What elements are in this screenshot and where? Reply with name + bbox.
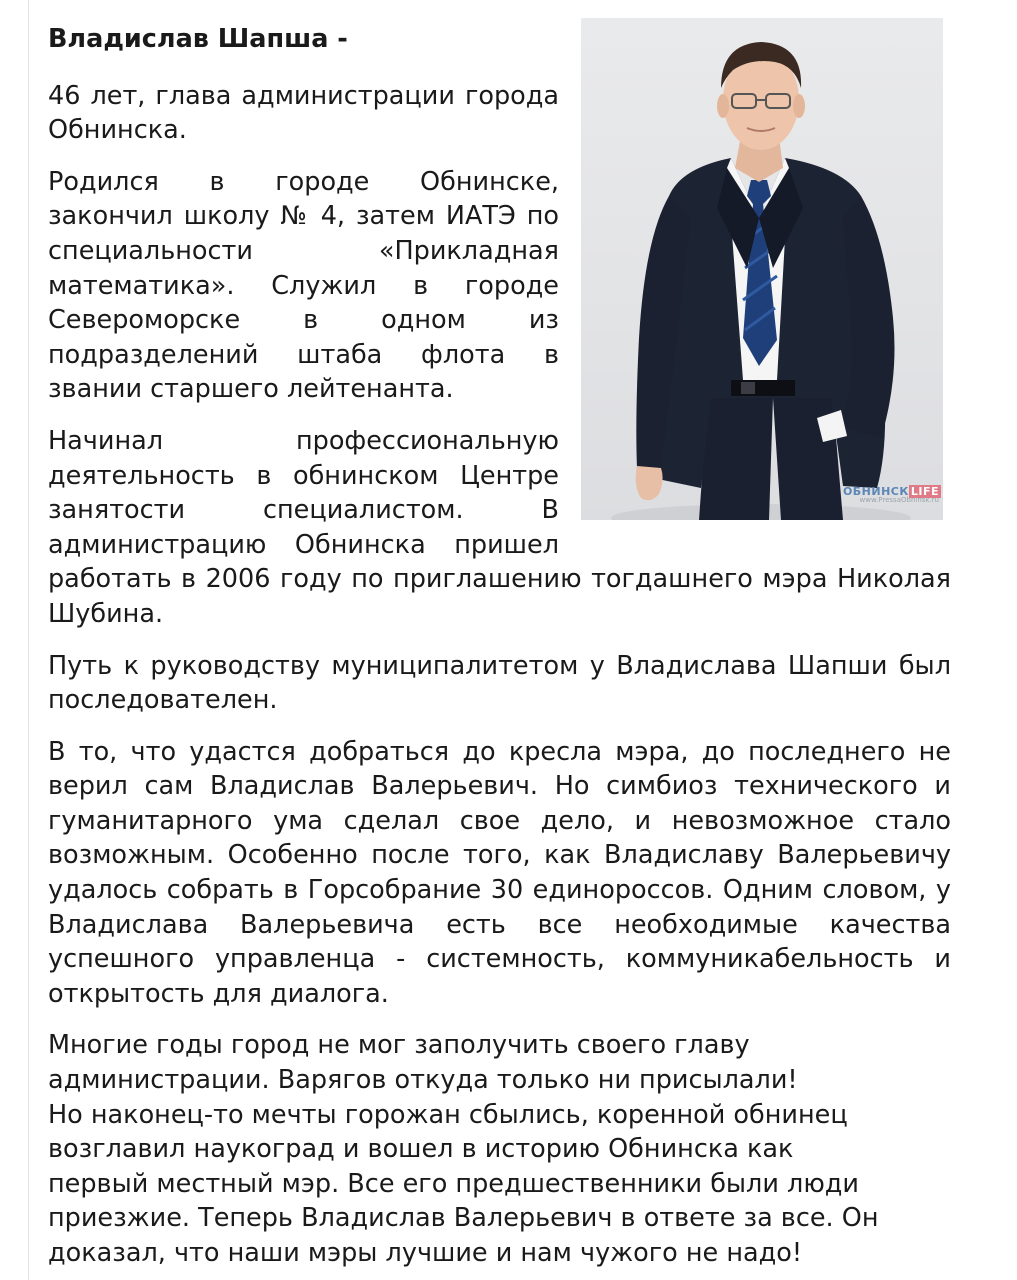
paragraph-age-position: 46 лет, глава администрации города Обнинска. (48, 80, 559, 146)
paragraph-closing (48, 1028, 951, 1270)
paragraph-mayor: В то, что удастся добраться до кресла мэра, до последнего не верил сам Владислав Валерьевич. Но симбиоз технического и гуманитарного ума сделал свое дело, и невозможное стало возможным. Особенно после того, как Владиславу Валерьевичу удалось собрать в Горсобрание 30 единороссов. Одним словом, у Владислава Валерьевича есть все необходимые качества успешного управленца - системность, коммуникабельность и открытость для диалога. (48, 736, 951, 1009)
closing-line: Но наконец-то мечты горожан сбылись, коренной обнинец (48, 1099, 848, 1130)
closing-line: первый местный мэр. Все его предшественники были люди (48, 1168, 859, 1199)
page-left-border (28, 0, 29, 1280)
paragraph-path: Путь к руководству муниципалитетом у Владислава Шапши был последователен. (48, 650, 951, 716)
paragraph-biography: Родился в городе Обнинске, закончил школу № 4, затем ИАТЭ по специальности «Прикладная математика». Служил в городе Североморске в одном из подразделений штаба флота в звании старшего лейтенанта. (48, 166, 559, 405)
closing-line: возглавил наукоград и вошел в историю Обнинска как (48, 1134, 794, 1165)
closing-line: доказал, что наши мэры лучшие и нам чужого не надо! (48, 1238, 803, 1268)
watermark-brand: ОБНИНСК (842, 485, 909, 499)
paragraph-career: Начинал профессиональную деятельность в обнинском Центре занятости специалистом. В администрацию Обнинска пришел работать в 2006 году по приглашению тогдашнего мэра Николая Шубина. (48, 425, 951, 629)
watermark-url: www.PressaObninsk.ru (859, 496, 939, 505)
closing-line: администрации. Варягов откуда только ни присылали! (48, 1065, 798, 1096)
article-body (48, 22, 951, 1280)
portrait-illustration (581, 18, 943, 520)
watermark-accent: LIFE (910, 485, 939, 499)
closing-line: Многие годы город не мог заполучить своего главу (48, 1030, 750, 1061)
article-headline: Владислав Шапша - (48, 24, 348, 54)
portrait-photo (581, 18, 943, 520)
closing-line: приезжие. Теперь Владислав Валерьевич в ответе за все. Он (48, 1203, 879, 1234)
